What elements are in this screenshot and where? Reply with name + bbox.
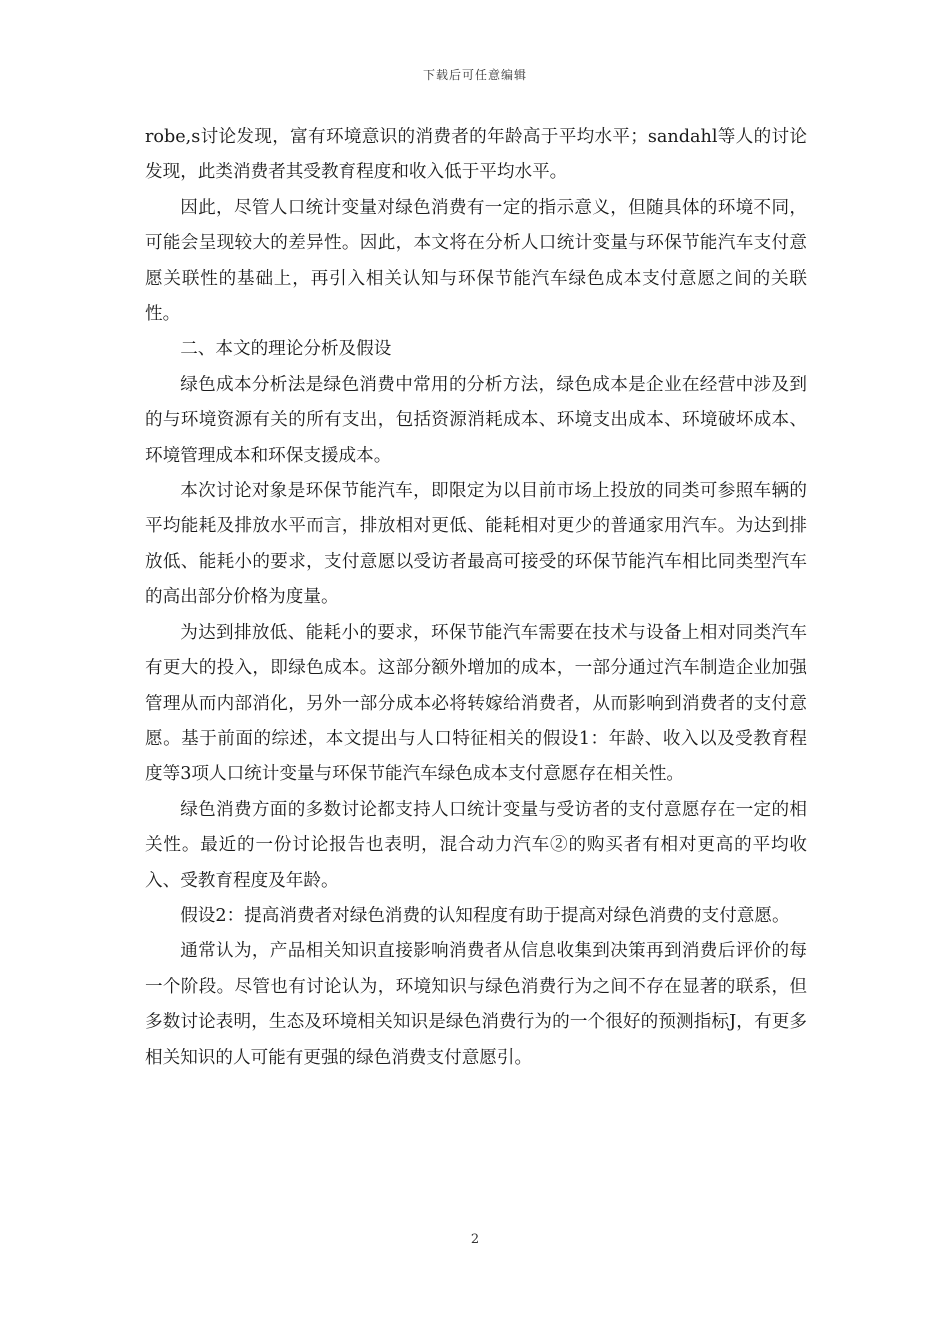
hypothesis-paragraph: 假设2：提高消费者对绿色消费的认知程度有助于提高对绿色消费的支付意愿。	[180, 905, 790, 926]
paragraph: 绿色成本分析法是绿色消费中常用的分析方法，绿色成本是企业在经营中涉及到的与环境资源有关的所有支出，包括资源消耗成本、环境支出成本、环境破坏成本、环境管理成本和环保支援成本。	[145, 374, 807, 466]
paragraph: 为达到排放低、能耗小的要求，环保节能汽车需要在技术与设备上相对同类汽车有更大的投入，即绿色成本。这部分额外增加的成本，一部分通过汽车制造企业加强管理从而内部消化，另外一部分成本必将转嫁给消费者，从而影响到消费者的支付意愿。基于前面的综述，本文提出与人口特征相关的假设1：年龄、收入以及受教育程度等3项人口统计变量与环保节能汽车绿色成本支付意愿存在相关性。	[145, 622, 807, 785]
page-header: 下载后可任意编辑	[422, 68, 527, 82]
paragraph: robe,s讨论发现，富有环境意识的消费者的年龄高于平均水平；sandahl等人的讨论发现，此类消费者其受教育程度和收入低于平均水平。	[145, 127, 807, 183]
paragraph: 绿色消费方面的多数讨论都支持人口统计变量与受访者的支付意愿存在一定的相关性。最近的一份讨论报告也表明，混合动力汽车②的购买者有相对更高的平均收入、受教育程度及年龄。	[145, 799, 807, 891]
paragraph: 通常认为，产品相关知识直接影响消费者从信息收集到决策再到消费后评价的每一个阶段。尽管也有讨论认为，环境知识与绿色消费行为之间不存在显著的联系，但多数讨论表明，生态及环境相关知识是绿色消费行为的一个很好的预测指标J，有更多相关知识的人可能有更强的绿色消费支付意愿引。	[145, 941, 807, 1068]
page-number: 2	[470, 1232, 480, 1247]
paragraph: 因此，尽管人口统计变量对绿色消费有一定的指示意义，但随具体的环境不同，可能会呈现较大的差异性。因此，本文将在分析人口统计变量与环保节能汽车支付意愿关联性的基础上，再引入相关认知与环保节能汽车绿色成本支付意愿之间的关联性。	[145, 197, 807, 325]
body-text	[145, 120, 807, 1076]
paragraph: 本次讨论对象是环保节能汽车，即限定为以目前市场上投放的同类可参照车辆的平均能耗及排放水平而言，排放相对更低、能耗相对更少的普通家用汽车。为达到排放低、能耗小的要求，支付意愿以受访者最高可接受的环保节能汽车相比同类型汽车的高出部分价格为度量。	[145, 481, 807, 608]
section-heading: 二、本文的理论分析及假设	[180, 339, 392, 360]
